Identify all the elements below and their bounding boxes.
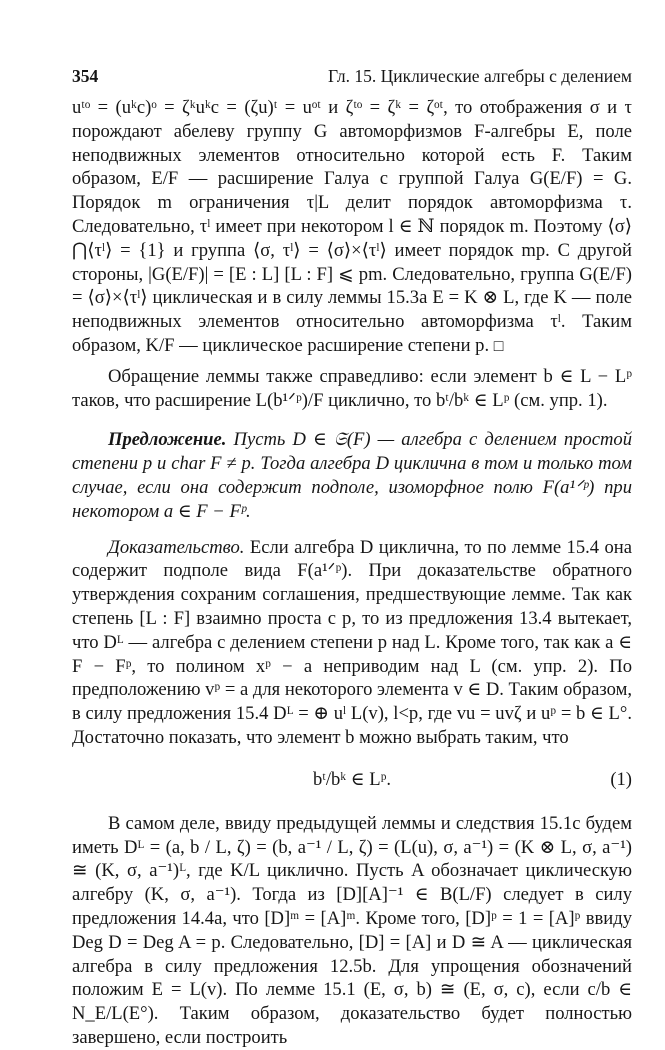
page-body — [72, 96, 632, 1050]
paragraph-converse: Обращение леммы также справедливо: если элемент b ∈ L − Lᵖ таков, что расширение L(b¹ᐟᵖ)/F циклично, то bᵗ/bᵏ ∈ Lᵖ (см. упр. 1). — [72, 365, 632, 411]
page-number: 354 — [72, 66, 99, 86]
proof — [72, 536, 632, 750]
qed-symbol: □ — [493, 337, 504, 355]
paragraph-lemma-proof-end — [72, 96, 632, 359]
proposition — [72, 428, 632, 523]
proposition-title: Предложение. — [108, 429, 227, 451]
display-equation — [72, 762, 632, 800]
running-title: Гл. 15. Циклические алгебры с делением — [328, 66, 632, 86]
paragraph-proof-continuation: В самом деле, ввиду предыдущей леммы и следствия 15.1c будем иметь Dᴸ = (a, b / L, ζ) = (b, a⁻¹ / L, ζ) = (L(u), σ, a⁻¹) = (K ⊗ L, σ, a⁻¹) ≅ (K, σ, a⁻¹)ᴸ, где K/L циклично. Пусть A обозначает циклическую алгебру (K, σ, a⁻¹). Тогда из [D][A]⁻¹ ∈ B(L/F) следует в силу предложения 14.4a, что [D]ᵐ = [A]ᵐ. Кроме того, [D]ᵖ = 1 = [A]ᵖ ввиду Deg D = Deg A = p. Следовательно, [D] = [A] и D ≅ A — циклическая алгебра в силу предложения 12.5b. Для упрощения обозначений положим E = L(v). По лемме 15.1 (E, σ, b) ≅ (E, σ, c), если c/b ∈ N_E/L(E°). Таким образом, доказательство будет полностью завершено, если построить — [72, 812, 632, 1048]
proof-body: Если алгебра D циклична, то по лемме 15.4 она содержит подполе вида F(a¹ᐟᵖ). При доказательстве обратного утверждения сохраним соглашения, предшествующие лемме. Так как степень [L : F] взаимно проста с p, то из предложения 13.4 вытекает, что Dᴸ — алгебра с делением степени p над L. Кроме того, так как a ∈ F − Fᵖ, то полином xᵖ − a неприводим над L (см. упр. 2). По предположению vᵖ = a для некоторого элемента v ∈ D. Таким образом, в силу предложения 15.4 Dᴸ = ⊕ uˡ L(v), l<p, где vu = uvζ и uᵖ = b ∈ L°. Достаточно показать, что элемент b можно выбрать таким, что — [72, 536, 632, 748]
proposition-body: Пусть D ∈ 𝔖(F) — алгебра с делением простой степени p и char F ≠ p. Тогда алгебра D циклична в том и только том случае, если она содержит подполе, изоморфное полю F(a¹ᐟᵖ) при некотором a ∈ F − Fᵖ. — [72, 429, 632, 522]
equation-number: (1) — [610, 768, 632, 790]
proof-title: Доказательство. — [108, 536, 245, 558]
paragraph-text: uᵗᵒ = (uᵏc)ᵒ = ζᵏuᵏc = (ζu)ᵗ = uᵒᵗ и ζᵗᵒ = ζᵏ = ζᵒᵗ, то отображения σ и τ порождают абелеву группу G автоморфизмов F-алгебры E, поле неподвижных элементов относительно которой есть F. Таким образом, E/F — расширение Галуа с группой Галуа G(E/F) = G. Порядок m ограничения τ|L делит порядок автоморфизма τ. Следовательно, τˡ имеет при некотором l ∈ ℕ порядок m. Поэтому ⟨σ⟩⋂⟨τˡ⟩ = {1} и группа ⟨σ, τˡ⟩ = ⟨σ⟩×⟨τˡ⟩ имеет порядок mp. С другой стороны, |G(E/F)| = [E : L] [L : F] ⩽ pm. Следовательно, группа G(E/F) = ⟨σ⟩×⟨τˡ⟩ циклическая и в силу леммы 15.3a E = K ⊗ L, где K — поле неподвижных элементов относительно автоморфизма τˡ. Таким образом, K/F — циклическое расширение степени p. — [72, 97, 632, 356]
page-header — [72, 66, 632, 88]
equation-formula: bᵗ/bᵏ ∈ Lᵖ. — [312, 768, 392, 790]
